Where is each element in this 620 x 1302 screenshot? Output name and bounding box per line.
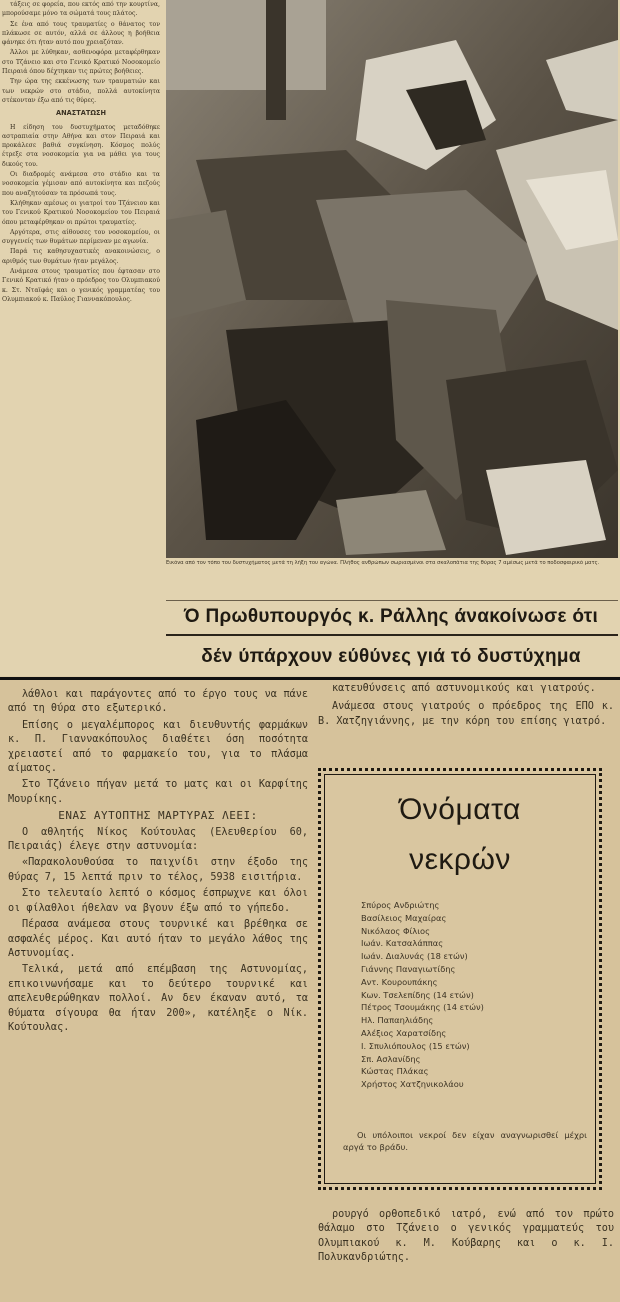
article-paragraph: Πέρασα ανάμεσα στους τουρνικέ και βρέθηκα σε ασφαλές μέρος. Και αυτό ήταν το μεγάλο λάθος της Αστυνομίας. (8, 919, 308, 959)
article-paragraph: Ο αθλητής Νίκος Κούτουλας (Ελευθερίου 60, Πειραιάς) έλεγε στην αστυνομία: (8, 826, 308, 853)
bottom-column-1 (8, 688, 308, 1296)
bottom-column-2 (318, 682, 614, 762)
victim-name: Ιωάν. Διαλυνάς (18 ετών) (361, 951, 468, 962)
victim-name: Κώστας Πλάκας (361, 1066, 429, 1077)
photo-caption: Εικόνα από τον τόπο του δυστυχήματος μετά τη λήξη του αγώνα. Πλήθος ανθρώπων σωριασμένοι στα σκαλοπάτια της θύρας 7 αμέσως μετά το ποδοσφαιρικό ματς. (166, 560, 600, 566)
headline-line-2: δέν ύπάρχουν εύθύνες γιά τό δυστύχημα (201, 646, 581, 667)
article-paragraph: ρουργό ορθοπεδικό ιατρό, ενώ από τον πρώτο θάλαμο στο Τζάνειο ο γενικός γραμματεύς του Ολυμπιακού κ. Μ. Κούβαρης και ο κ. Ι. Πολυκανδριώτης. (318, 1209, 614, 1264)
victim-name: Ιωάν. Κατσαλάππας (361, 938, 444, 949)
box-title-line-1: Όνόματα (399, 793, 521, 826)
victim-name: Νικόλαος Φίλιος (361, 925, 430, 936)
box-note: Οι υπόλοιποι νεκροί δεν είχαν αναγνωρισθεί μέχρι αργά το βράδυ. (343, 1130, 587, 1152)
victim-name: Σπ. Ασλανίδης (361, 1053, 421, 1064)
article-paragraph: Οι διαδρομές ανάμεσα στο στάδιο και τα νοσοκομεία γέμισαν από αυτοκίνητα και πεζούς που αναζητούσαν τα πρόσωπά τους. (2, 171, 160, 197)
victim-name: Πέτρος Τσουμάκης (14 ετών) (361, 1002, 484, 1013)
caption-rule (166, 600, 618, 601)
victim-name: Βασίλειος Μαχαίρας (361, 912, 447, 923)
article-paragraph: κατευθύνσεις από αστυνομικούς και γιατρούς. (332, 683, 596, 694)
article-paragraph: Κλήθηκαν αμέσως οι γιατροί του Τζάνειου και του Γενικού Κρατικού Νοσοκομείου του Πειραιά όπου μεταφέρθηκαν οι πρώτοι τραυματίες. (2, 199, 160, 226)
article-paragraph: Αργότερα, στις αίθουσες του νοσοκομείου, οι συγγενείς των θυμάτων περίμεναν με αγωνία. (2, 228, 160, 246)
article-paragraph: Παρά τις καθησυχαστικές ανακοινώσεις, ο αριθμός των θυμάτων ήταν μεγάλος. (2, 248, 160, 265)
article-paragraph: τάξεις σε φορεία, που εκτός από την κουρτίνα, μπορούσαμε μόνο τα σώματά τους πλάτος. (2, 1, 160, 18)
news-photo (166, 0, 618, 558)
article-paragraph: Στο τελευταίο λεπτό ο κόσμος έσπρωχνε και όλοι οι φίλαθλοι ήθελαν να βγουν έξω από το γήπεδο. (8, 888, 308, 914)
article-paragraph: Τελικά, μετά από επέμβαση της Αστυνομίας, επικοινωνήσαμε και το δεύτερο τουρνικέ και απελευθερώθηκαν πολλοί. Αν δεν έκαναν αυτό, τα θύματα σίγουρα θα ήταν 200», κατέληξε ο Νίκ. Κούτουλας. (8, 964, 308, 1033)
article-paragraph: Η είδηση του δυστυχήματος μεταδόθηκε αστραπιαία στην Αθήνα και στον Πειραιά και προκάλεσε βαθιά συγκίνηση. Κόσμος πολύς έτρεξε στα νοσοκομεία για να μάθει για τους δικούς του. (2, 123, 160, 168)
article-paragraph: Άλλοι με λύθηκαν, ασθενοφόρα μεταφέρθηκαν στο Τζάνειο και στο Γενικό Κρατικό Νοσοκομείο Πειραιά όπου δέχτηκαν τις πρώτες βοήθειες. (2, 49, 160, 76)
victim-name: Ηλ. Παπαηλιάδης (361, 1015, 434, 1026)
victim-name: Αντ. Κουρουπάκης (361, 976, 438, 987)
victim-name: Ι. Σπυλιόπουλος (15 ετών) (361, 1040, 470, 1051)
victim-name: Σπύρος Ανδριώτης (361, 900, 440, 910)
article-paragraph: Την ώρα της εκκένωσης των τραυματιών και των νεκρών στο στάδιο, πολλά αυτοκίνητα στέκονταν έξω από τις θύρες. (2, 78, 160, 104)
victim-name: Αλέξιος Χαρατσίδης (361, 1027, 447, 1038)
left-article-column (2, 0, 160, 676)
witness-title: ΕΝΑΣ ΑΥΤΟΠΤΗΣ ΜΑΡΤΥΡΑΣ ΛΕΕΙ: (58, 809, 258, 823)
subhead-anastatosi: ΑΝΑΣΤΑΤΩΣΗ (56, 109, 106, 118)
article-paragraph: «Παρακολουθούσα το παιχνίδι στην έξοδο της θύρας 7, 15 λεπτά πριν το τέλος, 5938 εισιτήρια. (8, 857, 308, 883)
article-paragraph: λάθλοι και παράγοντες από το έργο τους να πάνε από τη θύρα στο εξωτερικό. (8, 689, 308, 715)
victims-name-list (361, 899, 597, 1091)
article-paragraph: Επίσης ο μεγαλέμπορος και διευθυντής φαρμάκων κ. Π. Γιαννακόπουλος διαθέτει όση ποσότητα χρειαστεί από το φαρμακείο του, για το πλάσμα αίματος. (8, 719, 308, 775)
box-title-line-2: νεκρών (409, 843, 511, 876)
victim-name: Κων. Τσελεπίδης (14 ετών) (361, 989, 474, 1000)
headline-rule (166, 634, 618, 636)
article-paragraph: Στο Τζάνειο πήγαν μετά το ματς και οι Καρφίτης Μουρίκης. (8, 779, 308, 805)
victim-name: Γιάννης Παναγιωτίδης (361, 963, 456, 974)
article-paragraph: Σε ένα από τους τραυματίες ο θάνατος τον πλάκωσε σε αυτόν, αλλά σε άλλους η βοήθεια φάνηκε ότι ήταν αυτό που χρειαζόταν. (2, 20, 160, 47)
headline-line-1: Ό Πρωθυπουργός κ. Ράλλης άνακοίνωσε ότι (183, 606, 599, 627)
article-paragraph: Ανάμεσα στους τραυματίες που έφτασαν στο Γενικό Κρατικό ήταν ο πρόεδρος του Ολυμπιακού κ. Στ. Νταϊφάς και ο γενικός γραμματέας του Ολυμπιακού κ. Παύλος Γιαννακόπουλος. (2, 268, 160, 303)
victims-box (318, 768, 602, 1190)
bottom-column-3 (318, 1208, 614, 1298)
article-paragraph: Ανάμεσα στους γιατρούς ο πρόεδρος της ΕΠΟ κ. Β. Χατζηγιάννης, με την κόρη του επίσης γιατρό. (318, 701, 614, 727)
victim-name: Χρήστος Χατζηνικολάου (361, 1079, 464, 1090)
